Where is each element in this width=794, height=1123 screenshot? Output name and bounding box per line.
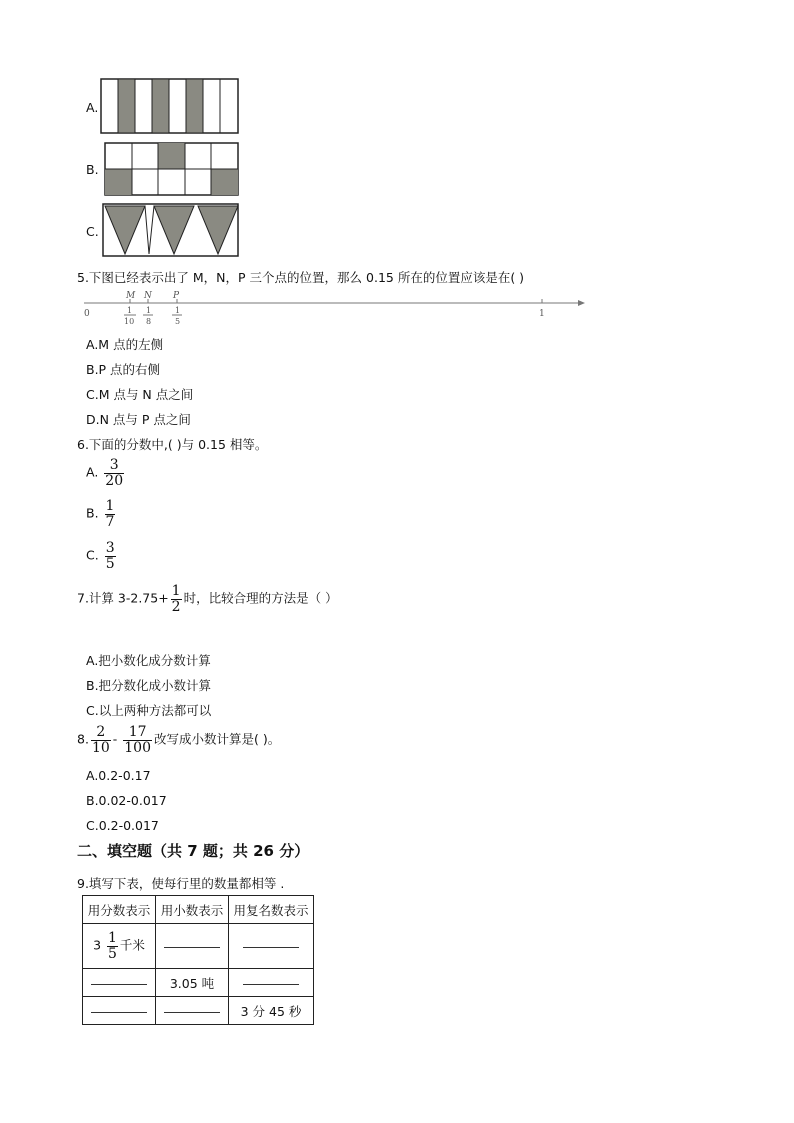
q6-option-c	[86, 541, 118, 571]
p-den: 5	[175, 317, 181, 326]
grid-figure	[104, 142, 240, 197]
section-heading: 二、填空题（共 7 题；共 26 分）	[77, 842, 310, 860]
triangle-figure	[102, 203, 240, 257]
row2-fraction-blank[interactable]	[83, 969, 156, 997]
option-b-label: B.	[86, 162, 99, 177]
fraction: $\frac{1}{2}$	[171, 583, 181, 615]
question-7-text: 7.计算 3-2.75+ $\frac{1}{2}$ 时，比较合理的方法是（ ）	[77, 583, 338, 615]
table-row	[83, 997, 314, 1025]
q6-option-a-label: A.	[86, 464, 99, 480]
q8-option-c: C.0.2-0.017	[86, 818, 159, 833]
number-line	[80, 289, 586, 329]
q6-option-b	[86, 499, 117, 529]
question-5-text: 5.下图已经表示出了 M，N，P 三个点的位置，那么 0.15 所在的位置应该是在( )	[77, 270, 525, 285]
q7-option-b: B.把分数化成小数计算	[86, 678, 212, 693]
one-label: 1	[539, 309, 545, 319]
striped-rectangle-figure	[100, 78, 240, 134]
fraction: $\frac{3}{5}$	[105, 540, 115, 572]
row1-compound-blank[interactable]	[229, 924, 314, 969]
row3-compound-cell: 3 分 45 秒	[229, 997, 314, 1025]
q5-option-c: C.M 点与 N 点之间	[86, 387, 194, 402]
p-num: 1	[175, 306, 181, 315]
point-m-label: M	[126, 291, 136, 301]
fraction: $\frac{17}{100}$	[124, 724, 151, 756]
n-num: 1	[146, 306, 152, 315]
q5-option-a: A.M 点的左侧	[86, 337, 164, 352]
q6-option-c-label: C.	[86, 547, 99, 563]
q7-option-c: C.以上两种方法都可以	[86, 703, 212, 718]
q8-option-a: A.0.2-0.17	[86, 768, 151, 783]
row3-fraction-blank[interactable]	[83, 997, 156, 1025]
header-decimal: 用小数表示	[156, 896, 229, 924]
conversion-table	[82, 895, 314, 1025]
q8-option-b: B.0.02-0.017	[86, 793, 167, 808]
option-c-label: C.	[86, 224, 99, 239]
point-p-label: P	[173, 291, 180, 301]
table-row	[83, 924, 314, 969]
q6-option-a	[86, 458, 126, 488]
question-6-text: 6.下面的分数中,( )与 0.15 相等。	[77, 437, 268, 452]
row1-decimal-blank[interactable]	[156, 924, 229, 969]
q5-option-b: B.P 点的右侧	[86, 362, 161, 377]
m-den: 10	[124, 317, 135, 326]
n-den: 8	[146, 317, 152, 326]
m-num: 1	[127, 306, 133, 315]
q5-option-d: D.N 点与 P 点之间	[86, 412, 191, 427]
row2-compound-blank[interactable]	[229, 969, 314, 997]
question-9-text: 9.填写下表，使每行里的数量都相等 .	[77, 876, 285, 891]
zero-label: 0	[84, 309, 90, 319]
row3-decimal-blank[interactable]	[156, 997, 229, 1025]
fraction: $\frac{1}{7}$	[105, 498, 115, 530]
q6-option-b-label: B.	[86, 505, 99, 521]
fraction: $\frac{2}{10}$	[91, 724, 110, 756]
q7-option-a: A.把小数化成分数计算	[86, 653, 211, 668]
question-8-text: 8. $\frac{2}{10}$ - $\frac{17}{100}$ 改写成小数计算是( )。	[77, 724, 281, 756]
point-n-label: N	[144, 291, 152, 301]
fraction: $\frac{3}{20}$	[105, 457, 124, 489]
table-header-row	[83, 896, 314, 924]
header-compound: 用复名数表示	[229, 896, 314, 924]
row2-decimal-cell: 3.05 吨	[156, 969, 229, 997]
table-row	[83, 969, 314, 997]
fraction: $\frac{1}{5}$	[108, 929, 117, 962]
header-fraction: 用分数表示	[83, 896, 156, 924]
row1-fraction-cell: 3 $\frac{1}{5}$ 千米	[83, 924, 156, 969]
option-a-label: A.	[86, 100, 99, 115]
